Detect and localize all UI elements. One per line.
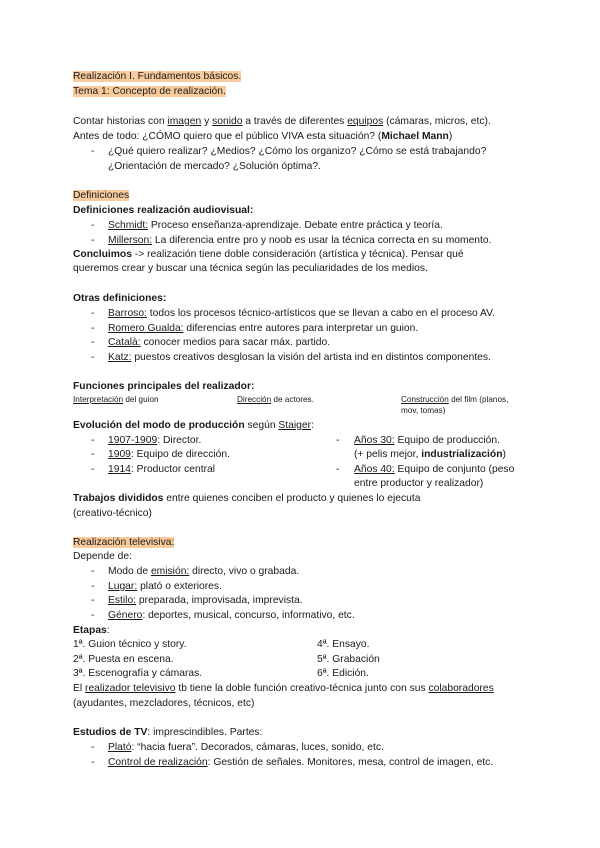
estudios-tv-heading: Estudios de TV: imprescindibles. Partes: [73,727,263,738]
evolucion-1914: 1914: Productor central [108,464,216,475]
def-millerson: Millerson: La diferencia entre pro y noob es usar la técnica correcta en su momento. [108,235,492,246]
funcion-construccion-cont: mov, tomas) [401,406,446,415]
def-barroso: Barroso: todos los procesos técnico-artísticos que se llevan a cabo en el proceso AV. [108,308,495,319]
tv-realizador-line-1: El realizador televisivo tb tiene la doble función creativo-técnica junto con sus colaboradores [73,683,494,694]
estudios-control: Control de realización: Gestión de señales. Monitores, mesa, control de imagen, etc. [108,757,494,768]
funcion-interpretacion: Interpretación del guion [73,395,159,404]
estudios-plato: Plató: “hacia fuera”. Decorados, cámaras, luces, sonido, etc. [108,742,384,753]
etapa-6: 6ª. Edición. [317,668,369,679]
funcion-construccion: Construcción del film (planos, [401,395,509,404]
subheading-funciones: Funciones principales del realizador: [73,381,255,392]
tv-depende: Depende de: [73,551,132,562]
bullet-dash: - [91,595,95,606]
evolucion-anos-40: Años 40: Equipo de conjunto (peso [354,464,515,475]
bullet-dash: - [336,435,340,446]
def-katz: Katz: puestos creativos desglosan la visión del artista ind en distintos componentes. [108,352,491,363]
tv-realizador-line-2: (ayudantes, mezcladores, técnicos, etc) [73,698,255,709]
trabajos-divididos: Trabajos divididos entre quienes conciben el producto y quienes lo ejecuta [73,493,421,504]
bullet-dash: - [336,464,340,475]
tv-item-estilo: Estilo: preparada, improvisada, imprevista. [108,595,303,606]
bullet-dash: - [91,757,95,768]
def-catala: Català: conocer medios para sacar máx. partido. [108,337,331,348]
trabajos-divididos-cont: (creativo-técnico) [73,508,152,519]
conclusion-line-1: Concluimos -> realización tiene doble consideración (artística y técnica). Pensar qué [73,249,464,260]
bullet-dash: - [91,449,95,460]
bullet-dash: - [91,337,95,348]
tv-item-emision: Modo de emisión: directo, vivo o grabada. [108,566,300,577]
def-romero-gualda: Romero Gualda: diferencias entre autores para interpretar un guion. [108,323,419,334]
bullet-dash: - [91,146,95,157]
evolucion-anos-40-cont: entre productor y realizador) [354,478,484,489]
tv-item-genero: Género: deportes, musical, concurso, informativo, etc. [108,610,355,621]
bullet-dash: - [91,308,95,319]
bullet-dash: - [91,742,95,753]
subheading-realizacion-av: Definiciones realización audiovisual: [73,205,254,216]
section-heading-definiciones: Definiciones [73,190,130,201]
evolucion-1907: 1907-1909: Director. [108,435,202,446]
intro-question-1: ¿Qué quiero realizar? ¿Medios? ¿Cómo los organizo? ¿Cómo se está trabajando? [108,146,487,157]
subheading-evolucion: Evolución del modo de producción según Staiger: [73,420,314,431]
bullet-dash: - [91,323,95,334]
topic-title: Tema 1: Concepto de realización. [73,86,226,97]
evolucion-1909: 1909: Equipo de dirección. [108,449,230,460]
doc-title: Realización I. Fundamentos básicos. [73,71,242,82]
etapa-3: 3ª. Escenografía y cámaras. [73,668,203,679]
subheading-otras-definiciones: Otras definiciones: [73,293,167,304]
bullet-dash: - [91,220,95,231]
bullet-dash: - [91,610,95,621]
tv-item-lugar: Lugar: plató o exteriores. [108,581,222,592]
bullet-dash: - [91,581,95,592]
bullet-dash: - [91,566,95,577]
etapa-1: 1ª. Guion técnico y story. [73,639,187,650]
bullet-dash: - [91,352,95,363]
etapa-5: 5ª. Grabación [317,654,380,665]
intro-question-2: ¿Orientación de mercado? ¿Solución óptima?. [108,161,321,172]
def-schmidt: Schmidt: Proceso enseñanza-aprendizaje. Debate entre práctica y teoría. [108,220,443,231]
etapa-4: 4ª. Ensayo. [317,639,370,650]
etapa-2: 2ª. Puesta en escena. [73,654,174,665]
section-heading-tv: Realización televisiva: [73,537,175,548]
intro-line-2: Antes de todo: ¿CÓMO quiero que el público VIVA esta situación? (Michael Mann) [73,131,453,142]
conclusion-line-2: queremos crear y buscar una técnica según las peculiaridades de los medios. [73,263,428,274]
evolucion-anos-30-cont: (+ pelis mejor, industrialización) [354,449,506,460]
evolucion-anos-30: Años 30: Equipo de producción. [354,435,500,446]
bullet-dash: - [91,435,95,446]
etapas-heading: Etapas: [73,625,110,636]
intro-line-1: Contar historias con imagen y sonido a través de diferentes equipos (cámaras, micros, etc). [73,116,491,127]
bullet-dash: - [91,235,95,246]
funcion-direccion: Dirección de actores. [237,395,314,404]
bullet-dash: - [91,464,95,475]
